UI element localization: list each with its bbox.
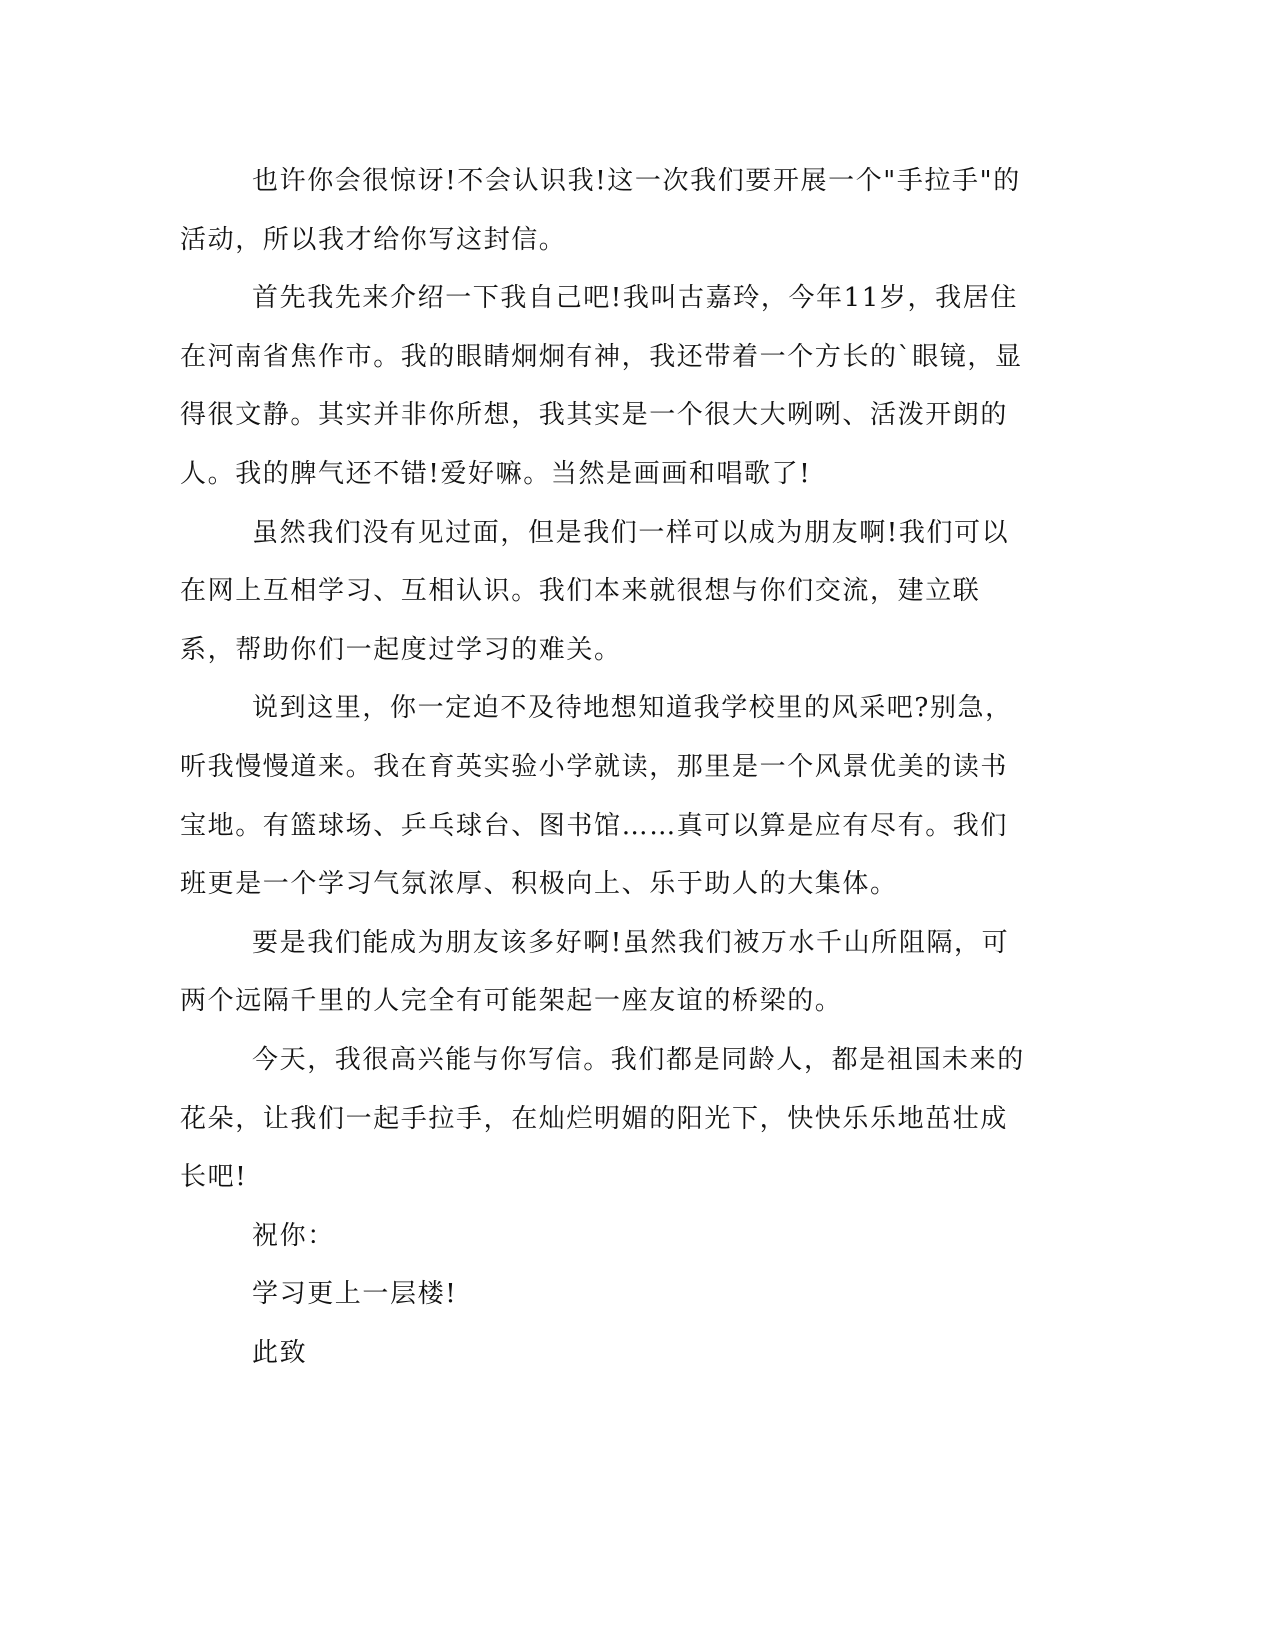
paragraph-2: 首先我先来介绍一下我自己吧!我叫古嘉玲，今年11岁，我居住在河南省焦作市。我的眼睛炯炯有神，我还带着一个方长的`眼镜，显得很文静。其实并非你所想，我其实是一个很大大咧咧、活泼开朗的人。我的脾气还不错!爱好嘛。当然是画画和唱歌了!	[180, 283, 1023, 489]
paragraph-3: 虽然我们没有见过面，但是我们一样可以成为朋友啊!我们可以在网上互相学习、互相认识。我们本来就很想与你们交流，建立联系，帮助你们一起度过学习的难关。	[180, 517, 1010, 665]
closing-wish-content: 学习更上一层楼!	[252, 1279, 458, 1310]
paragraph-4: 说到这里，你一定迫不及待地想知道我学校里的风采吧?别急，听我慢慢道来。我在育英实验小学就读，那里是一个风景优美的读书宝地。有篮球场、乒乓球台、图书馆……真可以算是应有尽有。我们班更是一个学习气氛浓厚、积极向上、乐于助人的大集体。	[180, 693, 1013, 900]
paragraph-1: 也许你会很惊讶!不会认识我!这一次我们要开展一个"手拉手"的活动，所以我才给你写这封信。	[180, 166, 1021, 255]
paragraph-6: 今天，我很高兴能与你写信。我们都是同龄人，都是祖国未来的花朵，让我们一起手拉手，在灿烂明媚的阳光下，快快乐乐地茁壮成长吧!	[180, 1044, 1025, 1193]
letter-body	[180, 152, 1030, 1382]
closing-wish: 祝你：	[252, 1220, 335, 1251]
closing-salute: 此致	[252, 1337, 308, 1368]
paragraph-5: 要是我们能成为朋友该多好啊!虽然我们被万水千山所阻隔，可两个远隔千里的人完全有可能架起一座友谊的桥梁的。	[180, 927, 1010, 1017]
